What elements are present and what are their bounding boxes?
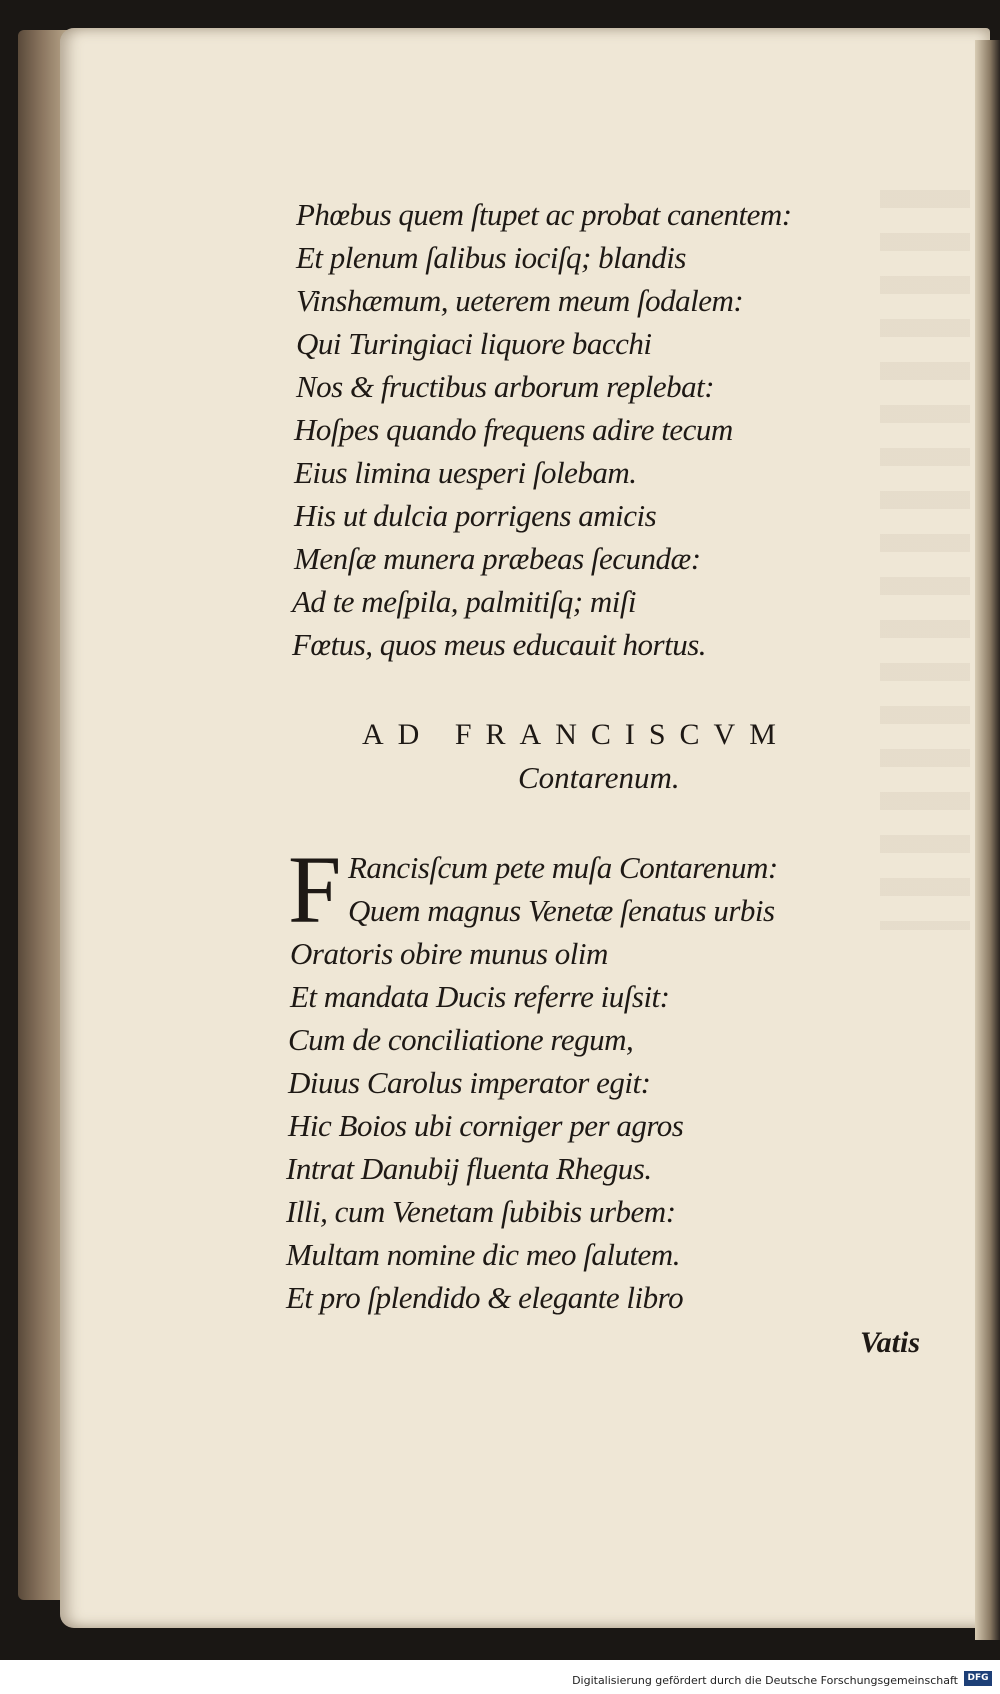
verse-line: Cum de conciliatione regum, <box>288 1022 634 1057</box>
verse-line: Fœtus, quos meus educauit hortus. <box>292 627 707 662</box>
verse-line: Ad te meſpila, palmitiſq; miſi <box>292 584 637 619</box>
verse-line: Phœbus quem ſtupet ac probat canentem: <box>296 197 792 232</box>
digitization-credit: Digitalisierung gefördert durch die Deutsche Forschungsgemeinschaft <box>572 1674 958 1687</box>
verse-line: Qui Turingiaci liquore bacchi <box>296 326 652 361</box>
show-through-bleed <box>880 190 970 930</box>
verse-line: Vinshæmum, ueterem meum ſodalem: <box>296 283 744 318</box>
verse-line: Intrat Danubij fluenta Rhegus. <box>286 1151 652 1186</box>
dfg-logo: DFG <box>964 1671 992 1686</box>
verse-line: Eius limina uesperi ſolebam. <box>294 455 637 490</box>
verse-line: Illi, cum Venetam ſubibis urbem: <box>286 1194 676 1229</box>
verse-line: Menſæ munera præbeas ſecundæ: <box>294 541 701 576</box>
verse-line: Et pro ſplendido & elegante libro <box>286 1280 684 1315</box>
catchword: Vatis <box>860 1326 921 1359</box>
page-right-edge <box>975 40 1000 1640</box>
verse-line: Nos & fructibus arborum replebat: <box>296 369 715 404</box>
verse-line: Rancisſcum pete muſa Contarenum: <box>348 850 778 885</box>
drop-capital: F <box>288 836 342 943</box>
verse-line: Multam nomine dic meo ſalutem. <box>286 1237 680 1272</box>
verse-line: Diuus Carolus imperator egit: <box>288 1065 651 1100</box>
verse-line: Hoſpes quando frequens adire tecum <box>294 412 733 447</box>
verse-line: Quem magnus Venetæ ſenatus urbis <box>348 893 775 928</box>
verse-line: Hic Boios ubi corniger per agros <box>288 1108 684 1143</box>
verse-line: Oratoris obire munus olim <box>290 936 608 971</box>
verse-line: Et plenum ſalibus iociſq; blandis <box>296 240 686 275</box>
verse-line: His ut dulcia porrigens amicis <box>294 498 657 533</box>
heading-line-2: Contarenum. <box>518 760 680 795</box>
heading-line-1: AD FRANCISCVM <box>362 718 790 751</box>
verse-line: Et mandata Ducis referre iuſsit: <box>290 979 670 1014</box>
